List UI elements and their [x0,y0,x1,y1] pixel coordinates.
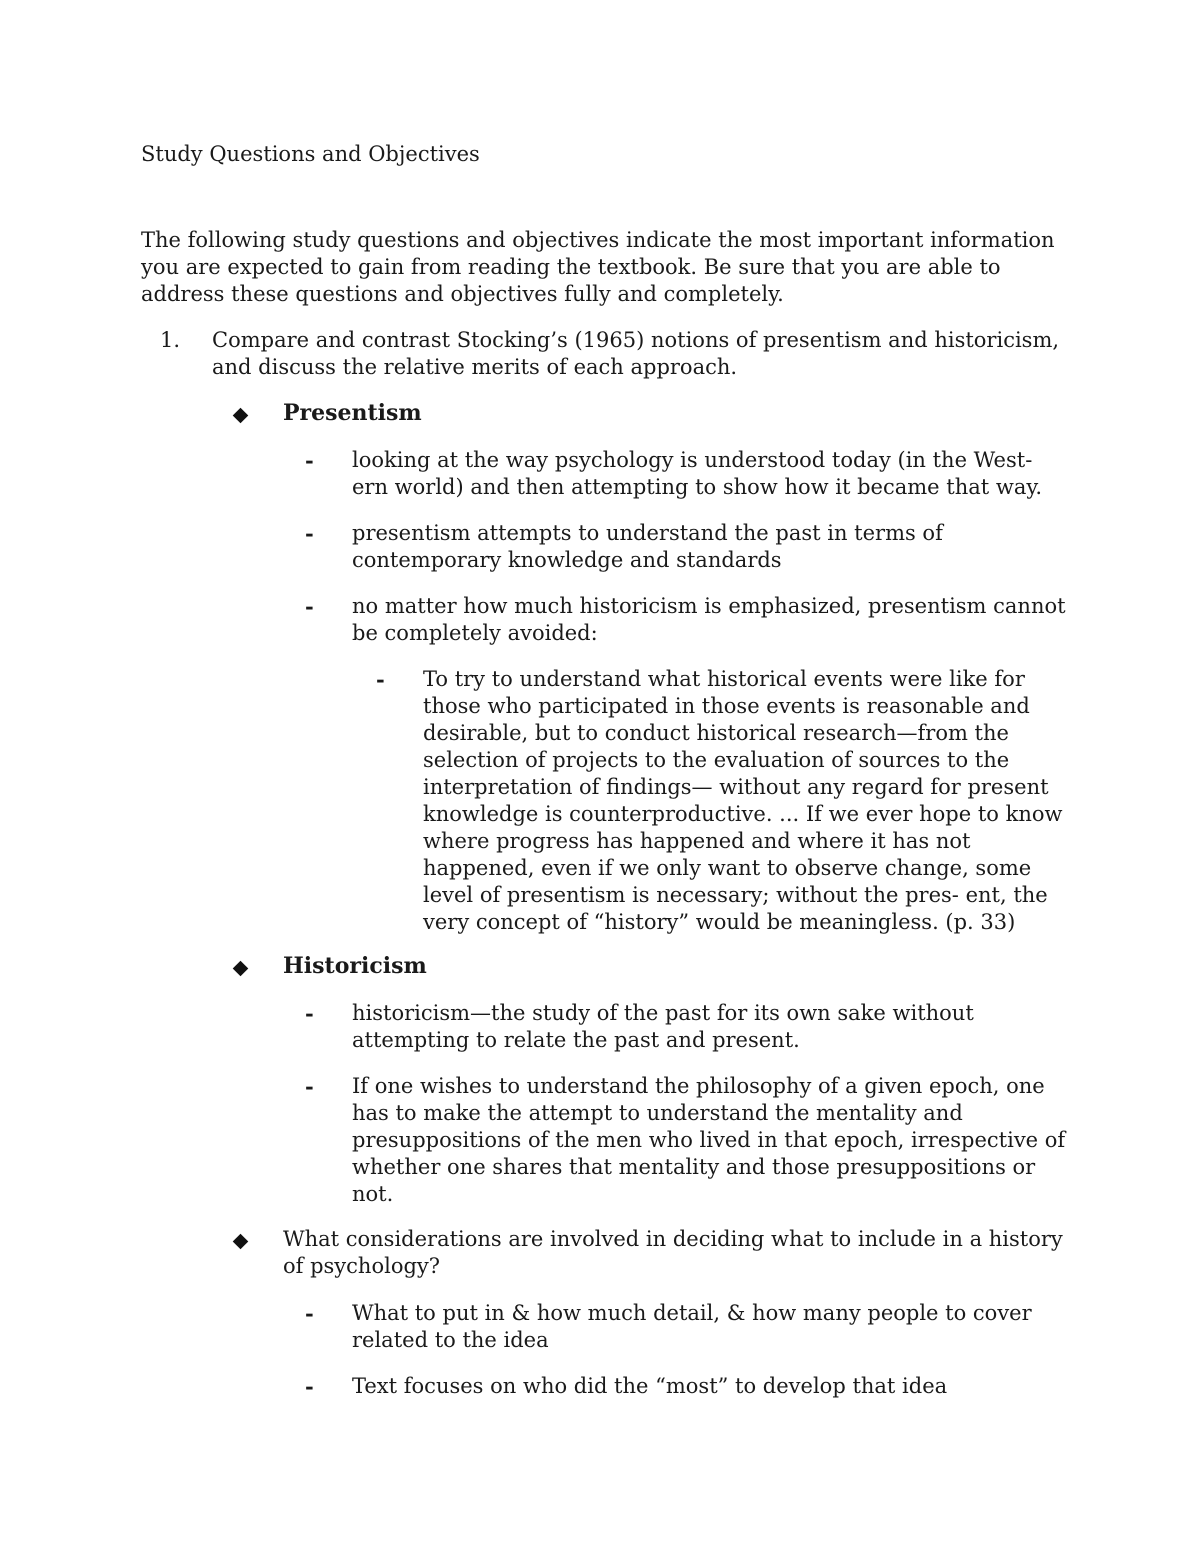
presentism-item-2: presentism attempts to understand the past in terms of contemporary knowledge and standards [352,521,943,572]
presentism-heading: Presentism [283,400,422,426]
dash-bullet: - [305,1301,314,1326]
question-1-text: Compare and contrast Stocking’s (1965) notions of presentism and historicism, and discuss the relative merits of each approach. [212,328,1060,379]
dash-bullet: - [305,1374,314,1399]
dash-bullet: - [305,521,314,546]
dash-bullet: - [305,448,314,473]
diamond-bullet-icon [233,961,249,977]
considerations-item-2: Text focuses on who did the “most” to develop that idea [352,1374,948,1398]
dash-bullet: - [305,594,314,619]
intro-paragraph: The following study questions and objectives indicate the most important information you are expected to gain from reading the textbook. Be sure that you are able to address these questions and objectives fully and completely. [141,228,1055,306]
considerations-item-1: What to put in & how much detail, & how many people to cover related to the idea [352,1301,1032,1352]
dash-bullet: - [305,1001,314,1026]
dash-bullet: - [376,667,385,692]
list-number-1: 1. [160,328,181,352]
presentism-quote: To try to understand what historical events were like for those who participated in those events is reasonable and desirable, but to conduct historical research—from the selection of projects to the evaluation of sources to the interpretation of findings— without any regard for present knowledge is counterproductive. ... If we ever hope to know where progress has happened and where it has not happened, even if we only want to observe change, some level of presentism is necessary; without the pres- ent, the very concept of “history” would be meaningless. (p. 33) [423,667,1063,934]
historicism-heading: Historicism [283,953,427,979]
considerations-question: What considerations are involved in deciding what to include in a history of psychology? [283,1227,1063,1278]
page-title: Study Questions and Objectives [141,142,480,166]
dash-bullet: - [305,1074,314,1099]
historicism-item-2: If one wishes to understand the philosophy of a given epoch, one has to make the attempt to understand the mentality and presuppositions of the men who lived in that epoch, irrespective of whether one shares that mentality and those presuppositions or not. [352,1074,1066,1206]
presentism-item-3: no matter how much historicism is emphasized, presentism cannot be completely avoided: [352,594,1066,645]
diamond-bullet-icon [233,408,249,424]
presentism-item-1: looking at the way psychology is understood today (in the West- ern world) and then attempting to show how it became that way. [352,448,1043,499]
historicism-item-1: historicism—the study of the past for its own sake without attempting to relate the past and present. [352,1001,974,1052]
diamond-bullet-icon [233,1234,249,1250]
